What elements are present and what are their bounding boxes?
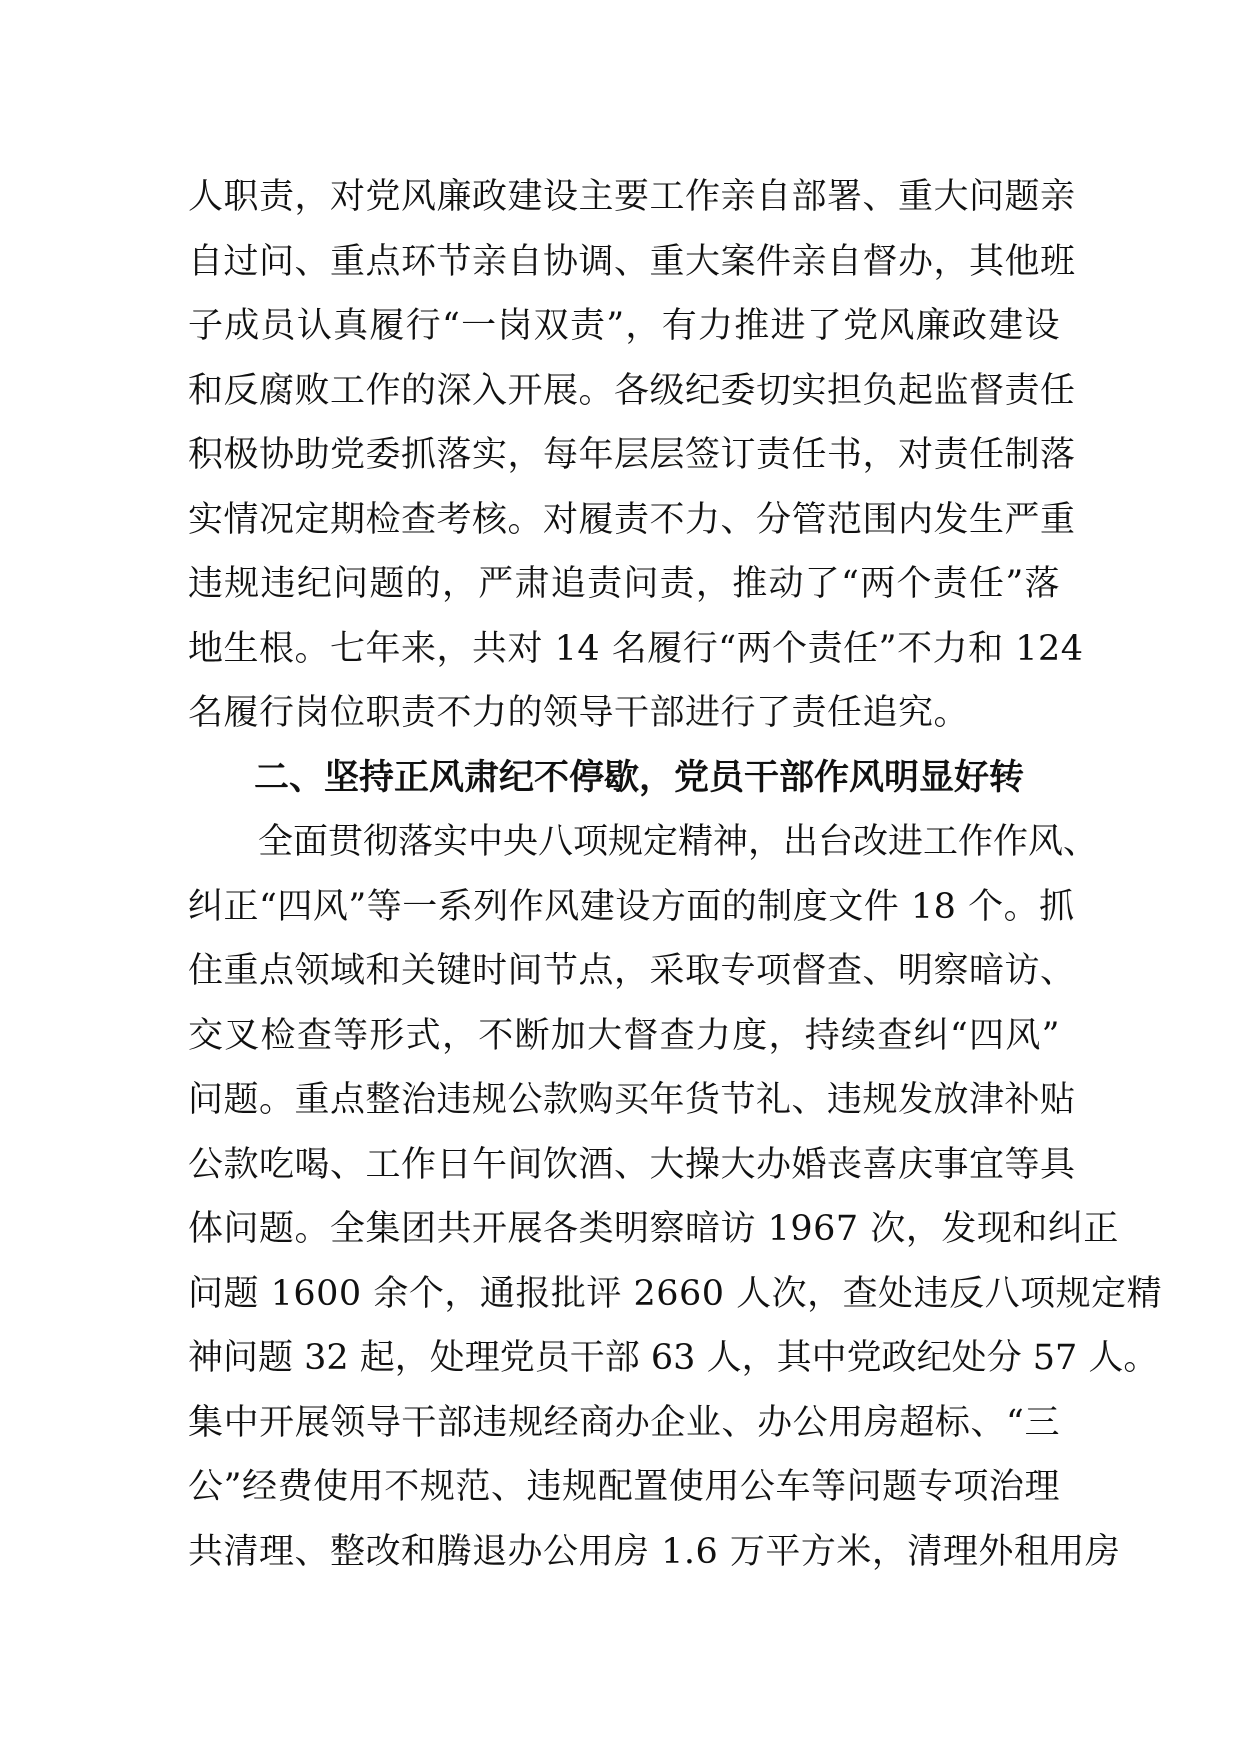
body-line: 共清理、整改和腾退办公用房 1.6 万平方米，清理外租用房 [188, 1531, 1121, 1572]
body-line: 集中开展领导干部违规经商办企业、办公用房超标、“三 [188, 1402, 1060, 1443]
body-line: 地生根。七年来，共对 14 名履行“两个责任”不力和 124 [188, 628, 1084, 669]
body-line: 公”经费使用不规范、违规配置使用公车等问题专项治理 [188, 1467, 1060, 1507]
paragraph-first-line: 全面贯彻落实中央八项规定精神，出台改进工作作风、 [258, 822, 1099, 862]
body-line: 问题。重点整治违规公款购买年货节礼、违规发放津补贴 [188, 1080, 1076, 1120]
body-line: 住重点领域和关键时间节点，采取专项督查、明察暗访、 [188, 951, 1076, 991]
body-line: 和反腐败工作的深入开展。各级纪委切实担负起监督责任 [188, 370, 1076, 411]
body-line: 神问题 32 起，处理党员干部 63 人，其中党政纪处分 57 人。 [188, 1338, 1159, 1378]
body-line: 体问题。全集团共开展各类明察暗访 1967 次，发现和纠正 [188, 1209, 1119, 1249]
body-line: 积极协助党委抓落实，每年层层签订责任书，对责任制落 [188, 435, 1076, 475]
body-line: 违规违纪问题的，严肃追责问责，推动了“两个责任”落 [188, 564, 1060, 604]
document-page [188, 165, 1163, 1584]
body-line: 纠正“四风”等一系列作风建设方面的制度文件 18 个。抓 [188, 886, 1075, 927]
body-line: 公款吃喝、工作日午间饮酒、大操大办婚丧喜庆事宜等具 [188, 1144, 1076, 1185]
body-line: 自过问、重点环节亲自协调、重大案件亲自督办，其他班 [188, 241, 1076, 282]
body-line: 问题 1600 余个，通报批评 2660 人次，查处违反八项规定精 [188, 1273, 1163, 1314]
body-line: 子成员认真履行“一岗双责”，有力推进了党风廉政建设 [188, 306, 1060, 346]
body-line: 交叉检查等形式，不断加大督查力度，持续查纠“四风” [188, 1015, 1060, 1056]
body-line: 实情况定期检查考核。对履责不力、分管范围内发生严重 [188, 499, 1076, 540]
section-heading: 二、坚持正风肃纪不停歇，党员干部作风明显好转 [254, 757, 1025, 798]
body-line: 人职责，对党风廉政建设主要工作亲自部署、重大问题亲 [188, 177, 1076, 217]
body-line: 名履行岗位职责不力的领导干部进行了责任追究。 [188, 693, 970, 733]
